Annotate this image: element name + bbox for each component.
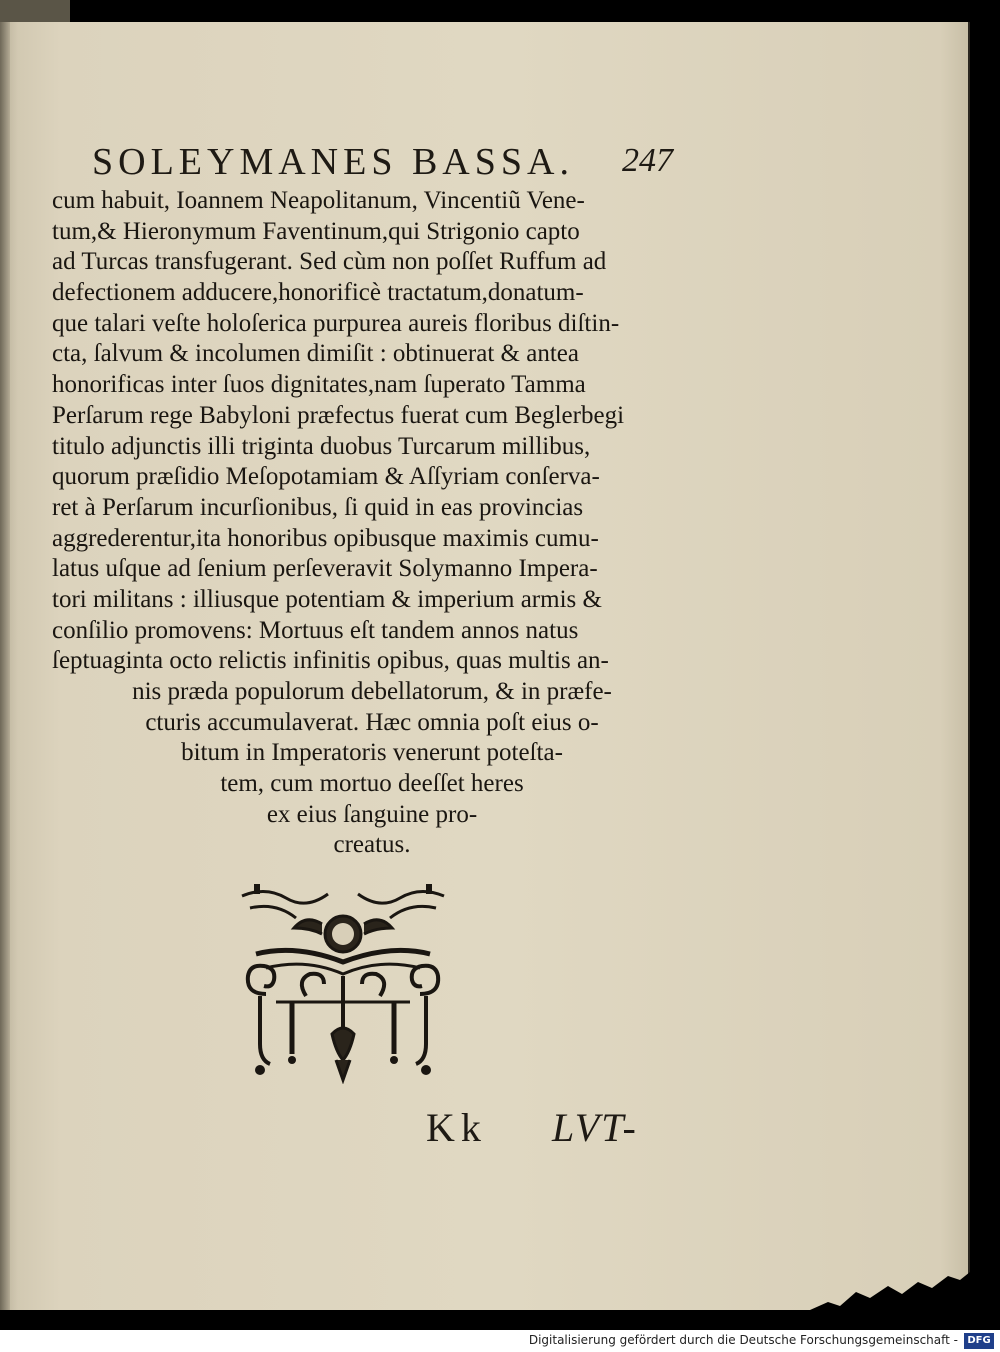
text-line: aggrederentur,ita honoribus opibusque maximis cumu- xyxy=(52,524,599,552)
text-line: tori militans : illiusque potentiam & imperium armis & xyxy=(52,585,602,613)
text-line: cta, ſalvum & incolumen dimiſit : obtinuerat & antea xyxy=(52,340,579,368)
running-head xyxy=(92,140,692,186)
text-line: quorum præſidio Meſopotamiam & Aſſyriam conſerva- xyxy=(52,463,600,491)
page-edge-damage xyxy=(810,1262,970,1310)
digitization-credit: Digitalisierung gefördert durch die Deutsche Forschungsgemeinschaft - xyxy=(528,1333,958,1347)
text-line: ad Turcas transfugerant. Sed cùm non poſſet Ruffum ad xyxy=(52,248,607,276)
text-line: honorificas inter ſuos dignitates,nam ſuperato Tamma xyxy=(52,371,586,399)
text-line-taper: cturis accumulaverat. Hæc omnia poſt eius o- xyxy=(145,708,599,736)
catchword: LVT- xyxy=(552,1105,638,1150)
text-line: cum habuit, Ioannem Neapolitanum, Vincentiũ Vene- xyxy=(52,187,585,214)
text-line: ret à Perſarum incurſionibus, ſi quid in eas provincias xyxy=(52,493,584,521)
text-line-taper: ex eius ſanguine pro- xyxy=(266,800,478,828)
text-line: Perſarum rege Babyloni præfectus fuerat cum Beglerbegi xyxy=(52,401,625,429)
text-line: defectionem adducere,honorificè tractatum,donatum- xyxy=(52,279,584,307)
running-head-title: SOLEYMANES BASSA. xyxy=(92,141,574,183)
text-line: titulo adjunctis illi triginta duobus Turcarum millibus, xyxy=(52,432,591,460)
dfg-logo-icon: DFG xyxy=(964,1333,994,1349)
text-line: tum,& Hieronymum Faventinum,qui Strigonio capto xyxy=(52,217,580,245)
text-line-taper: bitum in Imperatoris venerunt poteſta- xyxy=(181,739,563,767)
text-line-taper: nis præda populorum debellatorum, & in præfe- xyxy=(132,678,612,705)
text-line: que talari veſte holoſerica purpurea aureis floribus diſtin- xyxy=(52,309,620,337)
page-top-shadow xyxy=(0,0,70,22)
signature-mark: Kk xyxy=(426,1105,487,1150)
digitization-credit-bar xyxy=(0,1330,1000,1352)
text-line: conſilio promovens: Mortuus eſt tandem annos natus xyxy=(52,616,579,644)
text-line: latus uſque ad ſenium perſeveravit Solymanno Impera- xyxy=(52,555,598,583)
text-line-taper: tem, cum mortuo deeſſet heres xyxy=(220,770,524,798)
body-text xyxy=(52,186,692,861)
text-line-taper: creatus. xyxy=(333,831,411,859)
woodcut-ornament-icon xyxy=(236,884,450,1084)
text-line: ſeptuaginta octo relictis infinitis opibus, quas multis an- xyxy=(52,647,609,675)
page-footer xyxy=(0,1104,968,1148)
page-number: 247 xyxy=(622,142,673,179)
